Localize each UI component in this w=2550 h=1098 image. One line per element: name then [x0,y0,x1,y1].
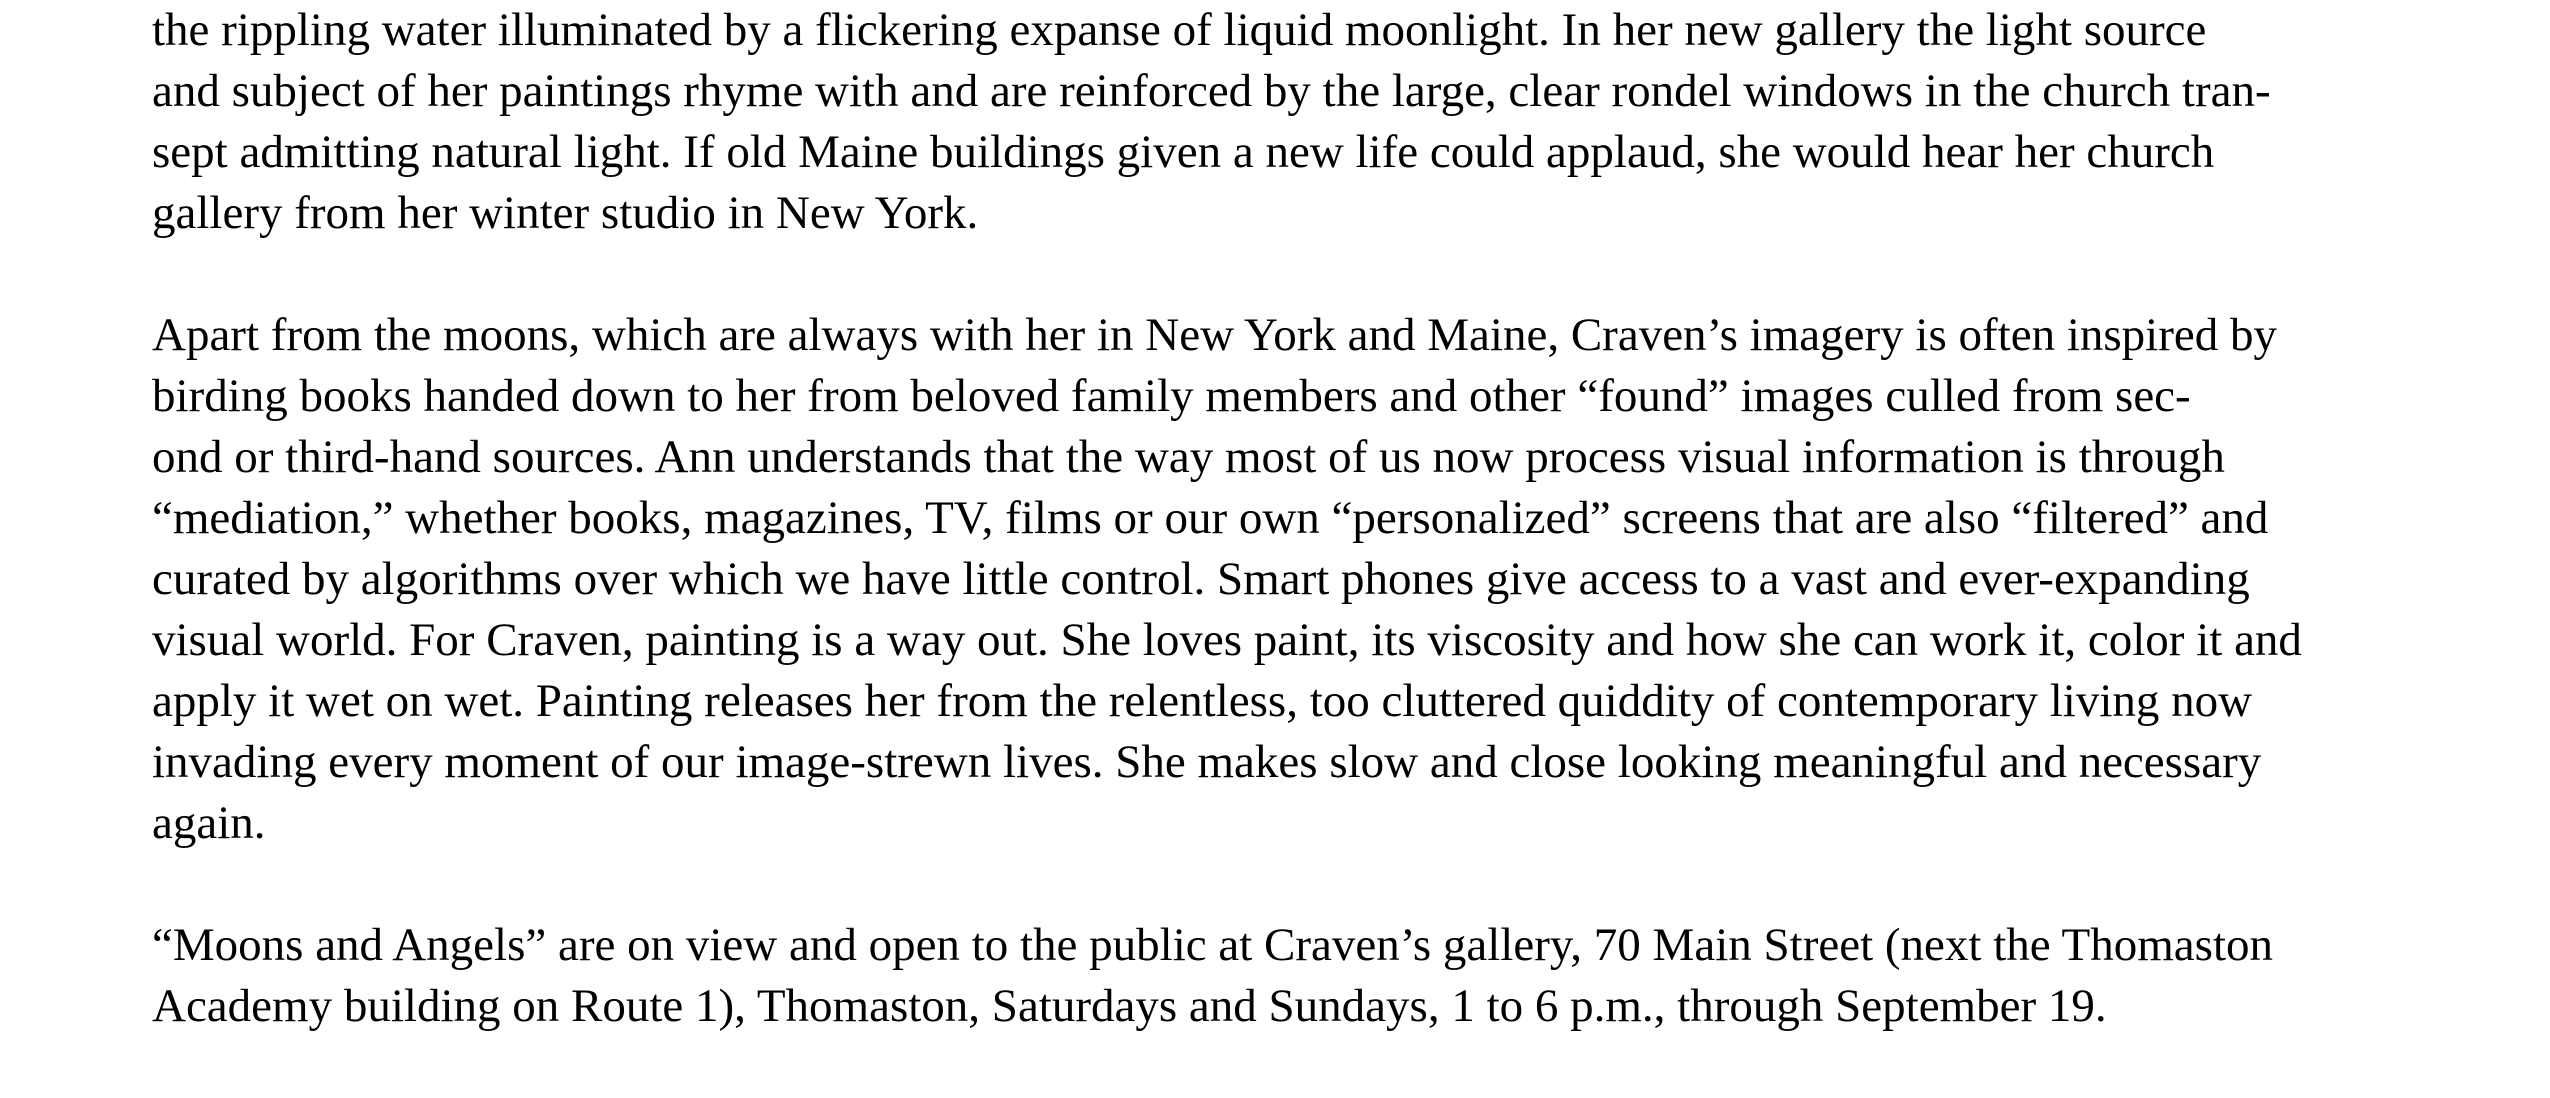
text-line: gallery from her winter studio in New York. [152,187,979,239]
text-line: ond or third-hand sources. Ann understands that the way most of us now process visual information is through [152,431,2225,483]
text-line: visual world. For Craven, painting is a way out. She loves paint, its viscosity and how she can work it, color it and [152,614,2302,666]
text-line: the rippling water illuminated by a flickering expanse of liquid moonlight. In her new gallery the light source [152,4,2207,56]
text-line: apply it wet on wet. Painting releases her from the relentless, too cluttered quiddity of contemporary living now [152,675,2253,727]
paragraph-1 [152,0,2432,244]
text-line: sept admitting natural light. If old Maine buildings given a new life could applaud, she would hear her church [152,126,2215,178]
text-line: Apart from the moons, which are always with her in New York and Maine, Craven’s imagery is often inspired by [152,309,2277,361]
text-line: Academy building on Route 1), Thomaston, Saturdays and Sundays, 1 to 6 p.m., through September 19. [152,980,2107,1032]
text-line: “Moons and Angels” are on view and open to the public at Craven’s gallery, 70 Main Street (next the Thomaston [152,919,2274,971]
text-line: and subject of her paintings rhyme with and are reinforced by the large, clear rondel windows in the church tran- [152,65,2271,117]
text-line: birding books handed down to her from beloved family members and other “found” images culled from sec- [152,370,2191,422]
text-line: invading every moment of our image-strewn lives. She makes slow and close looking meaningful and necessary [152,736,2262,788]
paragraph-3 [152,915,2432,1037]
paragraph-2 [152,305,2432,854]
document-page [152,0,2432,1098]
text-line: curated by algorithms over which we have little control. Smart phones give access to a vast and ever-expanding [152,553,2250,605]
text-line: “mediation,” whether books, magazines, TV, films or our own “personalized” screens that are also “filtered” and [152,492,2269,544]
text-line: again. [152,797,266,849]
